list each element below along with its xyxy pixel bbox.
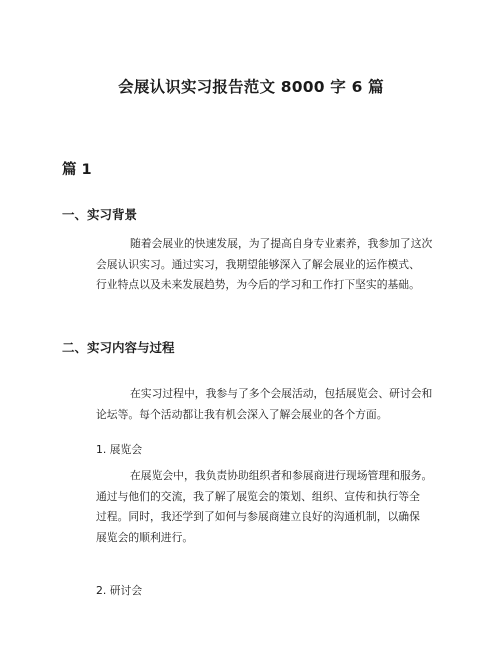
paragraph-line: 展览会的顺利进行。 — [96, 530, 194, 544]
part-heading: 篇 1 — [62, 162, 92, 178]
paragraph-line: 在展览会中，我负责协助组织者和参展商进行现场管理和服务。 — [130, 469, 433, 482]
document-title: 会展认识实习报告范文 8000 字 6 篇 — [118, 78, 384, 96]
section-heading-background: 一、实习背景 — [62, 207, 138, 222]
paragraph-exhibition — [62, 466, 442, 548]
section-heading-process: 二、实习内容与过程 — [62, 340, 175, 355]
paragraph-line: 过程。同时，我还学到了如何与参展商建立良好的沟通机制，以确保 — [96, 510, 420, 523]
list-item-seminar: 2. 研讨会 — [96, 584, 143, 597]
paragraph-line: 在实习过程中，我参与了多个会展活动，包括展览会、研讨会和 — [130, 387, 433, 400]
paragraph-background — [62, 234, 442, 296]
paragraph-line: 会展认识实习。通过实习，我期望能够深入了解会展业的运作模式、 — [96, 257, 420, 271]
list-item-exhibition: 1. 展览会 — [96, 443, 143, 456]
paragraph-line: 行业特点以及未来发展趋势，为今后的学习和工作打下坚实的基础。 — [96, 278, 420, 291]
paragraph-line: 通过与他们的交流，我了解了展览会的策划、组织、宣传和执行等全 — [96, 489, 420, 503]
paragraph-process-intro — [62, 384, 442, 425]
paragraph-line: 随着会展业的快速发展，为了提高自身专业素养，我参加了这次 — [130, 237, 433, 250]
paragraph-line: 论坛等。每个活动都让我有机会深入了解会展业的各个方面。 — [96, 407, 388, 421]
